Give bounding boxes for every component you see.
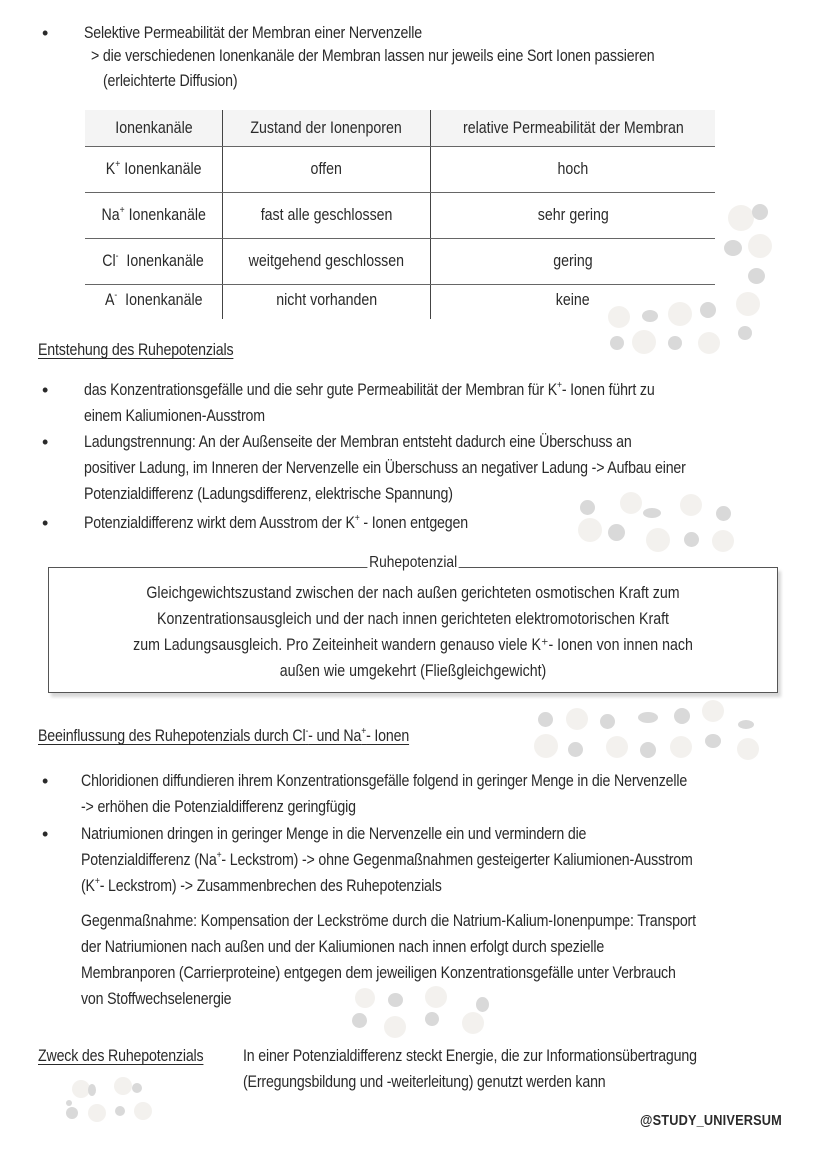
countermeasure-line-2: der Natriumionen nach außen und der Kaliumionen nach innen erfolgt durch spezielle [81, 938, 605, 956]
cell-permeability: sehr gering [431, 193, 716, 239]
purpose-line-1: In einer Potenzialdifferenz steckt Energie, die zur Informationsübertragung [243, 1047, 697, 1065]
influence-bullet-2-line-3: (K+- Leckstrom) -> Zusammenbrechen des Ruhepotenzials [81, 876, 442, 895]
origin-bullet-2-line-3: Potenzialdifferenz (Ladungsdifferenz, elektrische Spannung) [84, 485, 453, 503]
countermeasure-line-3: Membranporen (Carrierproteine) entgegen dem jeweiligen Konzentrationsgefälle unter Verbrauch [81, 964, 676, 982]
bullet-icon: • [42, 824, 49, 844]
cell-state: weitgehend geschlossen [223, 239, 431, 285]
intro-sub-line-1: > die verschiedenen Ionenkanäle der Membran lassen nur jeweils eine Sort Ionen passieren [91, 47, 655, 65]
bullet-icon: • [42, 432, 49, 452]
cell-permeability: hoch [431, 147, 716, 193]
section-heading-influence: Beeinflussung des Ruhepotenzials durch Cl-- und Na+- Ionen [38, 726, 410, 745]
influence-bullet-1-line-2: -> erhöhen die Potenzialdifferenz geringfügig [81, 798, 356, 816]
column-header-permeability: relative Permeabilität der Membran [431, 110, 716, 147]
cell-ion-channel: Cl- Ionenkanäle [85, 239, 223, 285]
cell-ion-channel: Na+ Ionenkanäle [85, 193, 223, 239]
intro-title: Selektive Permeabilität der Membran einer Nervenzelle [84, 24, 422, 42]
column-header-pore-state: Zustand der Ionenporen [223, 110, 431, 147]
definition-box-body [49, 580, 777, 684]
bullet-icon: • [42, 23, 49, 43]
purpose-line-2: (Erregungsbildung und -weiterleitung) genutzt werden kann [243, 1073, 606, 1091]
influence-bullet-1-line-1: Chloridionen diffundieren ihrem Konzentrationsgefälle folgend in geringer Menge in die Nervenzelle [81, 772, 688, 790]
column-header-ion-channels: Ionenkanäle [85, 110, 223, 147]
origin-bullet-1-line-2: einem Kaliumionen-Ausstrom [84, 407, 265, 425]
cell-permeability: gering [431, 239, 716, 285]
table-row [85, 239, 715, 285]
cell-ion-channel: A- Ionenkanäle [104, 290, 203, 309]
watermark-handle: @STUDY_UNIVERSUM [640, 1112, 782, 1129]
definition-line: zum Ladungsausgleich. Pro Zeiteinheit wandern genauso viele K⁺- Ionen von innen nach [133, 636, 693, 654]
cell-permeability: keine [431, 285, 716, 320]
cell-state: offen [223, 147, 431, 193]
influence-bullet-2-line-1: Natriumionen dringen in geringer Menge in die Nervenzelle ein und vermindern die [81, 825, 587, 843]
definition-line: außen wie umgekehrt (Fließgleichgewicht) [279, 662, 547, 680]
bullet-icon: • [42, 513, 49, 533]
countermeasure-line-1: Gegenmaßnahme: Kompensation der Leckströme durch die Natrium-Kalium-Ionenpumpe: Transport [81, 912, 696, 930]
countermeasure-line-4: von Stoffwechselenergie [81, 990, 232, 1008]
influence-bullet-2-line-2: Potenzialdifferenz (Na+- Leckstrom) -> ohne Gegenmaßnahmen gesteigerter Kaliumionen-Ausstrom [81, 850, 693, 869]
origin-bullet-1-line-1: das Konzentrationsgefälle und die sehr gute Permeabilität der Membran für K+- Ionen führt zu [84, 380, 655, 399]
bullet-icon: • [42, 380, 49, 400]
cell-ion-channel: K+ Ionenkanäle [85, 147, 223, 193]
origin-bullet-2-line-2: positiver Ladung, im Inneren der Nervenzelle ein Überschuss an negativer Ladung -> Aufbau einer [84, 459, 686, 477]
definition-box-title: Ruhepotenzial [369, 554, 457, 571]
section-heading-purpose: Zweck des Ruhepotenzials [38, 1047, 204, 1065]
origin-bullet-3-line-1: Potenzialdifferenz wirkt dem Ausstrom der K+ - Ionen entgegen [84, 513, 468, 532]
section-heading-origin: Entstehung des Ruhepotenzials [38, 341, 234, 359]
intro-sub-line-2: (erleichterte Diffusion) [103, 72, 238, 90]
ion-channel-table [85, 110, 715, 319]
table-row [85, 193, 715, 239]
cell-state: nicht vorhanden [223, 285, 431, 320]
definition-line: Gleichgewichtszustand zwischen der nach außen gerichteten osmotischen Kraft zum [146, 584, 680, 602]
table-header-row [85, 110, 715, 147]
definition-line: Konzentrationsausgleich und der nach innen gerichteten elektromotorischen Kraft [157, 610, 669, 628]
cell-state: fast alle geschlossen [223, 193, 431, 239]
bullet-icon: • [42, 771, 49, 791]
origin-bullet-2-line-1: Ladungstrennung: An der Außenseite der Membran entsteht dadurch eine Überschuss an [84, 433, 632, 451]
table-row [85, 147, 715, 193]
definition-box-ruhepotenzial [48, 554, 778, 693]
